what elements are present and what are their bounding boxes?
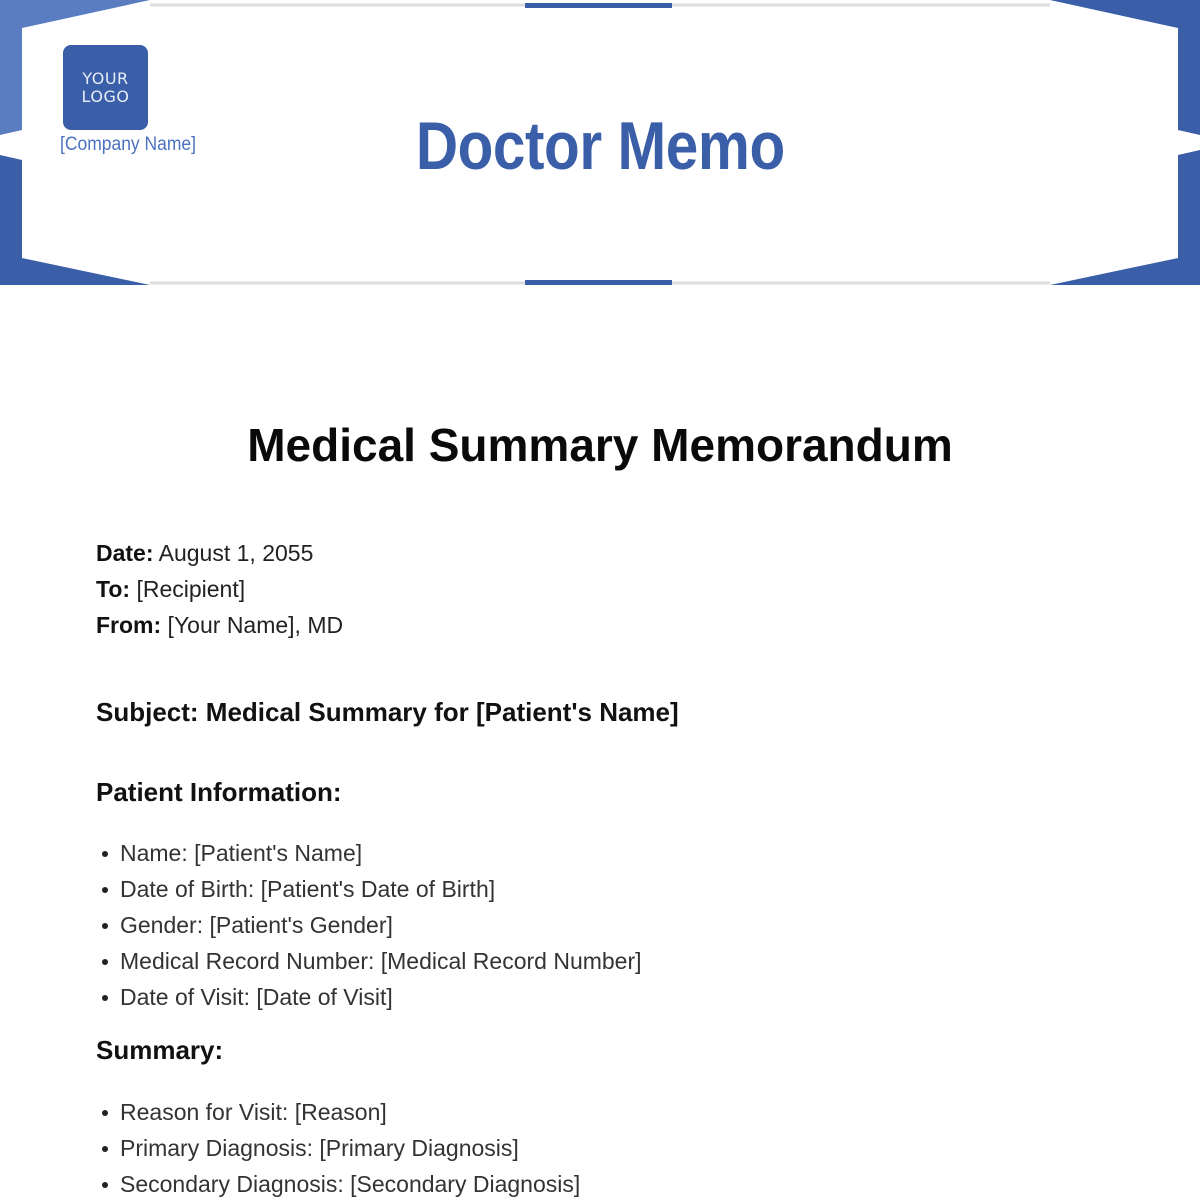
logo-text: YOUR LOGO — [81, 68, 130, 106]
meta-to-row — [96, 571, 343, 607]
list-item — [96, 907, 642, 943]
date-label: Date: — [96, 540, 154, 566]
summary-heading: Summary: — [96, 1035, 224, 1065]
list-item — [96, 943, 642, 979]
top-accent-bar — [525, 3, 672, 8]
bullet-icon — [102, 995, 108, 1001]
bullet-icon — [102, 1110, 108, 1116]
list-item-text: Medical Record Number: [Medical Record Number] — [120, 948, 642, 974]
patient-info-heading: Patient Information: — [96, 777, 342, 807]
list-item — [96, 871, 642, 907]
bullet-icon — [102, 851, 108, 857]
list-item-text: Date of Birth: [Patient's Date of Birth] — [120, 876, 496, 902]
list-item — [96, 1094, 580, 1130]
bottom-accent-bar — [525, 280, 672, 285]
list-item-text: Reason for Visit: [Reason] — [120, 1099, 387, 1125]
document-title: Medical Summary Memorandum — [247, 419, 953, 471]
bullet-icon — [102, 887, 108, 893]
list-item-text: Primary Diagnosis: [Primary Diagnosis] — [120, 1135, 519, 1161]
from-label: From: — [96, 612, 162, 638]
bullet-icon — [102, 1182, 108, 1188]
patient-info-list — [96, 835, 642, 1015]
to-value: [Recipient] — [130, 576, 246, 602]
list-item-text: Secondary Diagnosis: [Secondary Diagnosis] — [120, 1171, 581, 1197]
list-item — [96, 979, 642, 1015]
to-label: To: — [96, 576, 131, 602]
list-item-text: Name: [Patient's Name] — [120, 840, 363, 866]
bullet-icon — [102, 959, 108, 965]
bullet-icon — [102, 1146, 108, 1152]
list-item-text: Gender: [Patient's Gender] — [120, 912, 393, 938]
list-item — [96, 835, 642, 871]
list-item — [96, 1130, 580, 1166]
header-banner — [0, 0, 1200, 290]
meta-from-row — [96, 607, 343, 643]
memo-meta — [96, 535, 343, 643]
meta-date-row — [96, 535, 343, 571]
header-title: Doctor Memo — [415, 108, 785, 184]
company-name: [Company Name] — [60, 134, 197, 155]
memo-subject: Subject: Medical Summary for [Patient's Name] — [96, 697, 679, 727]
date-value: August 1, 2055 — [153, 540, 314, 566]
list-item-text: Date of Visit: [Date of Visit] — [120, 984, 393, 1010]
from-value: [Your Name], MD — [161, 612, 344, 638]
list-item — [96, 1166, 580, 1200]
bullet-icon — [102, 923, 108, 929]
summary-list — [96, 1094, 580, 1200]
